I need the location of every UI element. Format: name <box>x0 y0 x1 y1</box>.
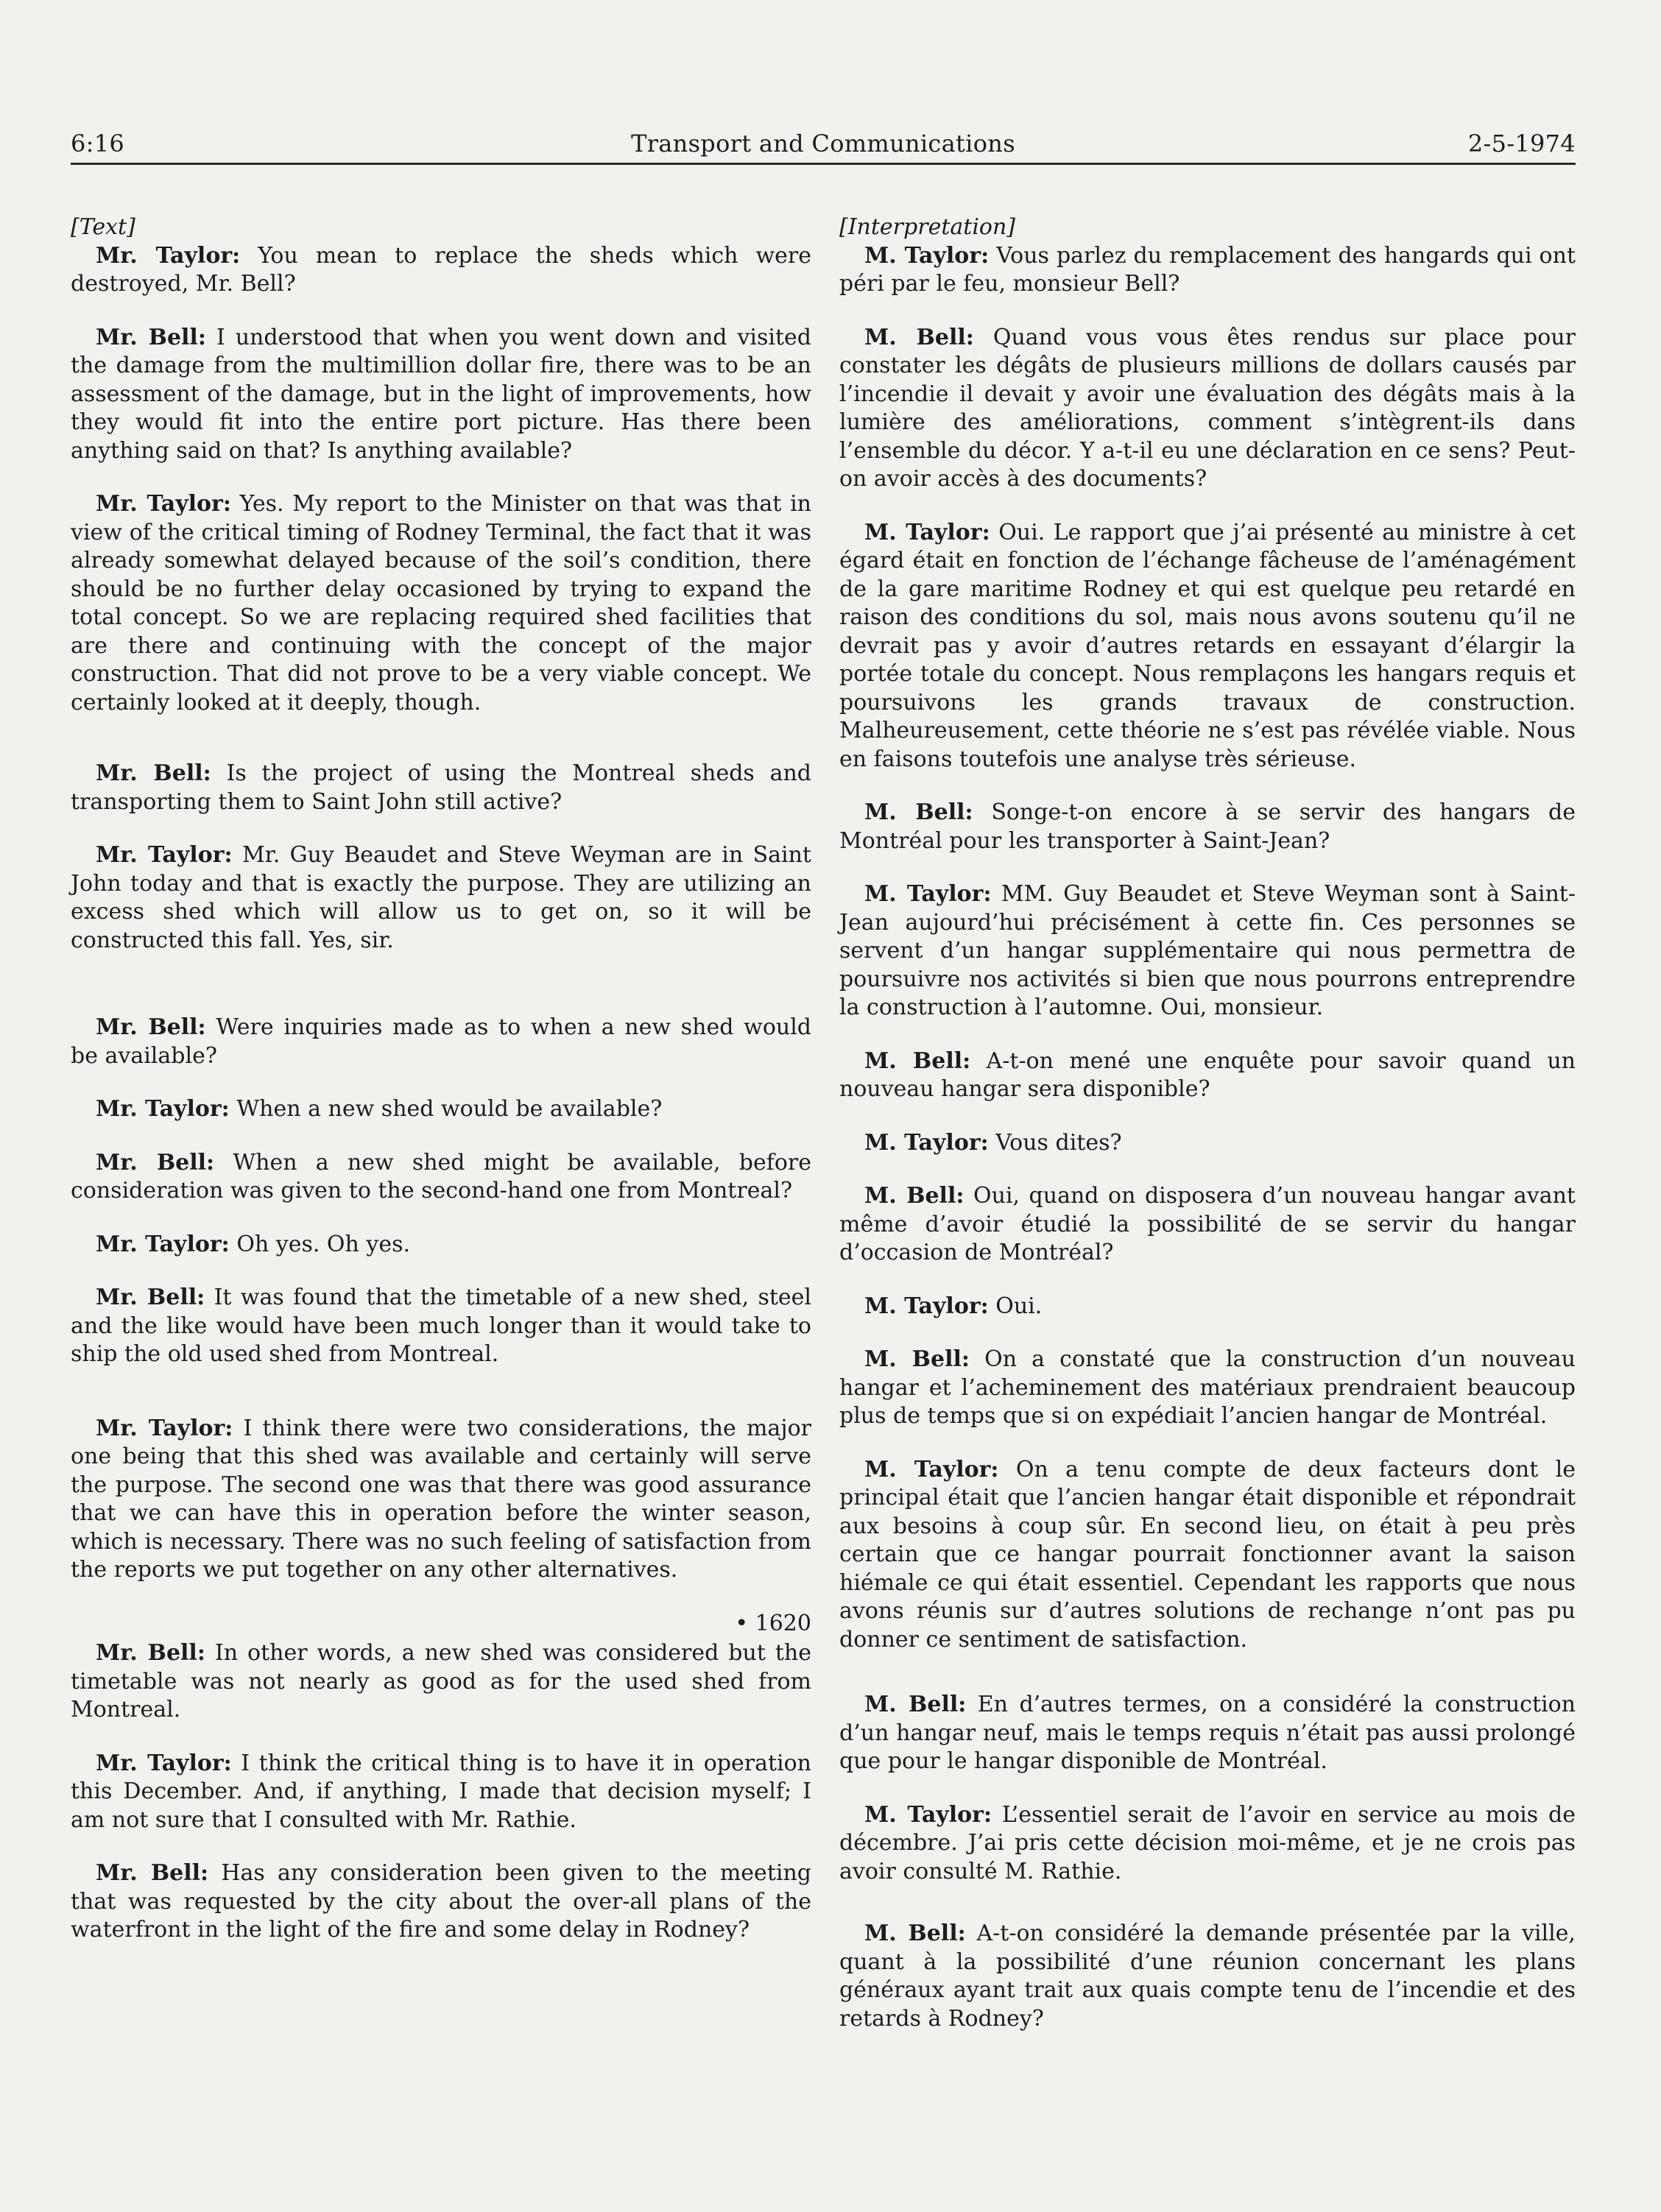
paragraph <box>71 1149 811 1206</box>
paragraph <box>71 1750 811 1835</box>
paragraph <box>839 519 1576 774</box>
paragraph-text: I think there were two considerations, the major one being that this shed was available and certainly will serve the purpose. The second one was that there was good assurance that we can have this in operation before the winter season, which is necessary. There was no such feeling of satisfaction from the reports we put together on any other alternatives. <box>71 1415 811 1583</box>
paragraph <box>839 1129 1576 1158</box>
paragraph <box>71 1095 811 1124</box>
page-number: 6:16 <box>71 130 125 158</box>
issue-date: 2-5-1974 <box>1467 130 1576 158</box>
paragraph <box>71 490 811 717</box>
paragraph-text: Quand vous vous êtes rendus sur place pour constater les dégâts de plusieurs millions de dollars causés par l’incendie il devait y avoir une évaluation des dégâts mais à la lumière des améliorations, comment s’intègrent-ils dans l’ensemble du décor. Y a-t-il eu une déclaration en ce sens? Peut-on avoir accès à des documents? <box>839 324 1576 492</box>
speaker: M. Bell: <box>864 1047 971 1074</box>
section-label: [Text] <box>71 214 135 240</box>
speaker: M. Taylor: <box>864 1293 989 1319</box>
paragraph-text: On a constaté que la construction d’un nouveau hangar et l’acheminement des matériaux prendraient beaucoup plus de temps que si on expédiait l’ancien hangar de Montréal. <box>839 1346 1576 1429</box>
paragraph <box>839 1182 1576 1268</box>
speaker: M. Bell: <box>864 799 973 825</box>
paragraph-text: When a new shed might be available, before consideration was given to the second-hand one from Montreal? <box>71 1149 811 1204</box>
speaker: Mr. Bell: <box>96 760 211 786</box>
speaker: Mr. Taylor: <box>96 491 231 517</box>
paragraph-text: On a tenu compte de deux facteurs dont le principal était que l’ancien hangar était disponible et répondrait aux besoins à coup sûr. En second lieu, on était à peu près certain que ce hangar pourrait fonctionner avant la saison hiémale ce qui était essentiel. Cependant les rapports que nous avons réunis sur d’autres solutions de rechange n’ont pas pu donner ce sentiment de satisfaction. <box>839 1456 1576 1653</box>
paragraph-text: En d’autres termes, on a considéré la construction d’un hangar neuf, mais le temps requis n’était pas aussi prolongé que pour le hangar disponible de Montréal. <box>839 1692 1576 1774</box>
speaker: Mr. Taylor: <box>96 1096 230 1122</box>
paragraph <box>839 1456 1576 1655</box>
paragraph-text: A-t-on considéré la demande présentée par la ville, quant à la possibilité d’une réunion concernant les plans généraux ayant trait aux quais compte tenu de l’incendie et des retards à Rodney? <box>839 1921 1576 2032</box>
paragraph-text: Mr. Guy Beaudet and Steve Weyman are in Saint John today and that is exactly the purpose. They are utilizing an excess shed which will allow us to get on, so it will be constructed this fall. Yes, sir. <box>71 842 811 953</box>
speaker: Mr. Bell: <box>96 1640 205 1666</box>
paragraph <box>71 841 811 955</box>
paragraph <box>71 1859 811 1945</box>
time-marker: • 1620 <box>735 1610 811 1636</box>
paragraph <box>839 1691 1576 1776</box>
paragraph-text: Yes. My report to the Minister on that was that in view of the critical timing of Rodney Terminal, the fact that it was already somewhat delayed because of the soil’s condition, there should be no further delay occasioned by trying to expand the total concept. So we are replacing required shed facilities that are there and continuing with the concept of the major construction. That did not prove to be a very viable concept. We certainly looked at it deeply, though. <box>71 491 811 715</box>
paragraph <box>839 1293 1576 1321</box>
paragraph-text: Oui. <box>995 1293 1043 1319</box>
paragraph-text: Songe-t-on encore à se servir des hangars de Montréal pour les transporter à Saint-Jean? <box>839 799 1576 854</box>
french-column <box>839 213 1576 2033</box>
speaker: M. Bell: <box>864 324 974 350</box>
paragraph-text: Oui. Le rapport que j’ai présenté au ministre à cet égard était en fonction de l’échange fâcheuse de l’aménagément de la gare maritime Rodney et qui est quelque peu retardé en raison des conditions du sol, mais nous avons soutenu qu’il ne devrait pas y avoir d’autres retards en essayant d’élargir la portée totale du concept. Nous remplaçons les hangars requis et poursuivons les grands travaux de construction. Malheureusement, cette théorie ne s’est pas révélée viable. Nous en faisons toutefois une analyse très sérieuse. <box>839 519 1576 772</box>
paragraph-text: Oh yes. Oh yes. <box>236 1231 411 1257</box>
paragraph-text: MM. Guy Beaudet et Steve Weyman sont à Saint-Jean aujourd’hui précisément à cette fin. Ces personnes se servent d’un hangar supplémentaire qui nous permettra de poursuivre nos activités si bien que nous pourrons entreprendre la construction à l’automne. Oui, monsieur. <box>839 881 1576 1020</box>
paragraph-text: Vous parlez du remplacement des hangards qui ont péri par le feu, monsieur Bell? <box>839 242 1576 297</box>
speaker: M. Taylor: <box>864 1129 989 1156</box>
paragraph <box>71 1284 811 1369</box>
speaker: Mr. Taylor: <box>96 242 241 269</box>
paragraph <box>71 760 811 816</box>
paragraph <box>71 1231 811 1259</box>
speaker: M. Taylor: <box>864 1801 992 1828</box>
speaker: M. Bell: <box>864 1183 964 1209</box>
paragraph-text: When a new shed would be available? <box>236 1096 663 1122</box>
running-title: Transport and Communications <box>631 130 1015 158</box>
paragraph <box>71 1415 811 1585</box>
speaker: M. Taylor: <box>864 1456 999 1483</box>
paragraph-text: Vous dites? <box>995 1129 1122 1156</box>
paragraph-text: You mean to replace the sheds which were destroyed, Mr. Bell? <box>71 242 812 297</box>
paragraph <box>71 1639 811 1725</box>
paragraph-text: Is the project of using the Montreal sheds and transporting them to Saint John still active? <box>71 760 812 815</box>
speaker: Mr. Taylor: <box>96 1415 233 1441</box>
paragraph <box>839 880 1576 1022</box>
speaker: M. Bell: <box>864 1692 967 1717</box>
speaker: M. Taylor: <box>864 881 992 907</box>
paragraph-text: I think the critical thing is to have it in operation this December. And, if anything, I made that decision myself; I am not sure that I consulted with Mr. Rathie. <box>71 1750 811 1833</box>
speaker: Mr. Bell: <box>96 1860 209 1886</box>
paragraph-text: I understood that when you went down and visited the damage from the multimillion dollar fire, there was to be an assessment of the damage, but in the light of improvements, how they would fit into the entire port picture. Has there been anything said on that? Is anything available? <box>71 324 811 464</box>
paragraph-text: L’essentiel serait de l’avoir en service au mois de décembre. J’ai pris cette décision moi-même, et je ne crois pas avoir consulté M. Rathie. <box>839 1801 1576 1884</box>
speaker: M. Bell: <box>864 1921 966 1946</box>
paragraph <box>839 1047 1576 1104</box>
speaker: Mr. Taylor: <box>96 842 233 868</box>
paragraph <box>71 324 811 466</box>
speaker: M. Taylor: <box>864 242 990 269</box>
speaker: Mr. Bell: <box>96 1285 205 1310</box>
speaker: Mr. Bell: <box>96 324 206 350</box>
paragraph <box>839 324 1576 494</box>
paragraph-text: Were inquiries made as to when a new shed would be available? <box>71 1014 812 1069</box>
paragraph <box>839 1346 1576 1431</box>
paragraph <box>839 1920 1576 2033</box>
english-column <box>71 213 811 1945</box>
paragraph-text: Has any consideration been given to the meeting that was requested by the city about the over-all plans of the waterfront in the light of the fire and some delay in Rodney? <box>71 1860 811 1943</box>
paragraph <box>839 1801 1576 1887</box>
paragraph <box>71 242 811 299</box>
speaker: M. Taylor: <box>864 519 990 545</box>
paragraph-text: It was found that the timetable of a new shed, steel and the like would have been much longer than it would take to ship the old used shed from Montreal. <box>71 1285 811 1367</box>
speaker: Mr. Bell: <box>96 1149 215 1176</box>
paragraph <box>839 799 1576 855</box>
paragraph-text: Oui, quand on disposera d’un nouveau hangar avant même d’avoir étudié la possibilité de se servir du hangar d’occasion de Montréal? <box>839 1183 1576 1265</box>
page-header <box>71 124 1576 168</box>
speaker: M. Bell: <box>864 1346 970 1372</box>
speaker: Mr. Bell: <box>96 1014 206 1040</box>
paragraph-text: A-t-on mené une enquête pour savoir quand un nouveau hangar sera disponible? <box>839 1047 1576 1102</box>
paragraph <box>71 1014 811 1070</box>
section-label: [Interpretation] <box>839 214 1016 240</box>
header-rule <box>71 163 1576 165</box>
speaker: Mr. Taylor: <box>96 1231 230 1257</box>
paragraph-text: In other words, a new shed was considered but the timetable was not nearly as good as for the used shed from Montreal. <box>71 1640 811 1722</box>
speaker: Mr. Taylor: <box>96 1750 232 1776</box>
paragraph <box>839 242 1576 299</box>
